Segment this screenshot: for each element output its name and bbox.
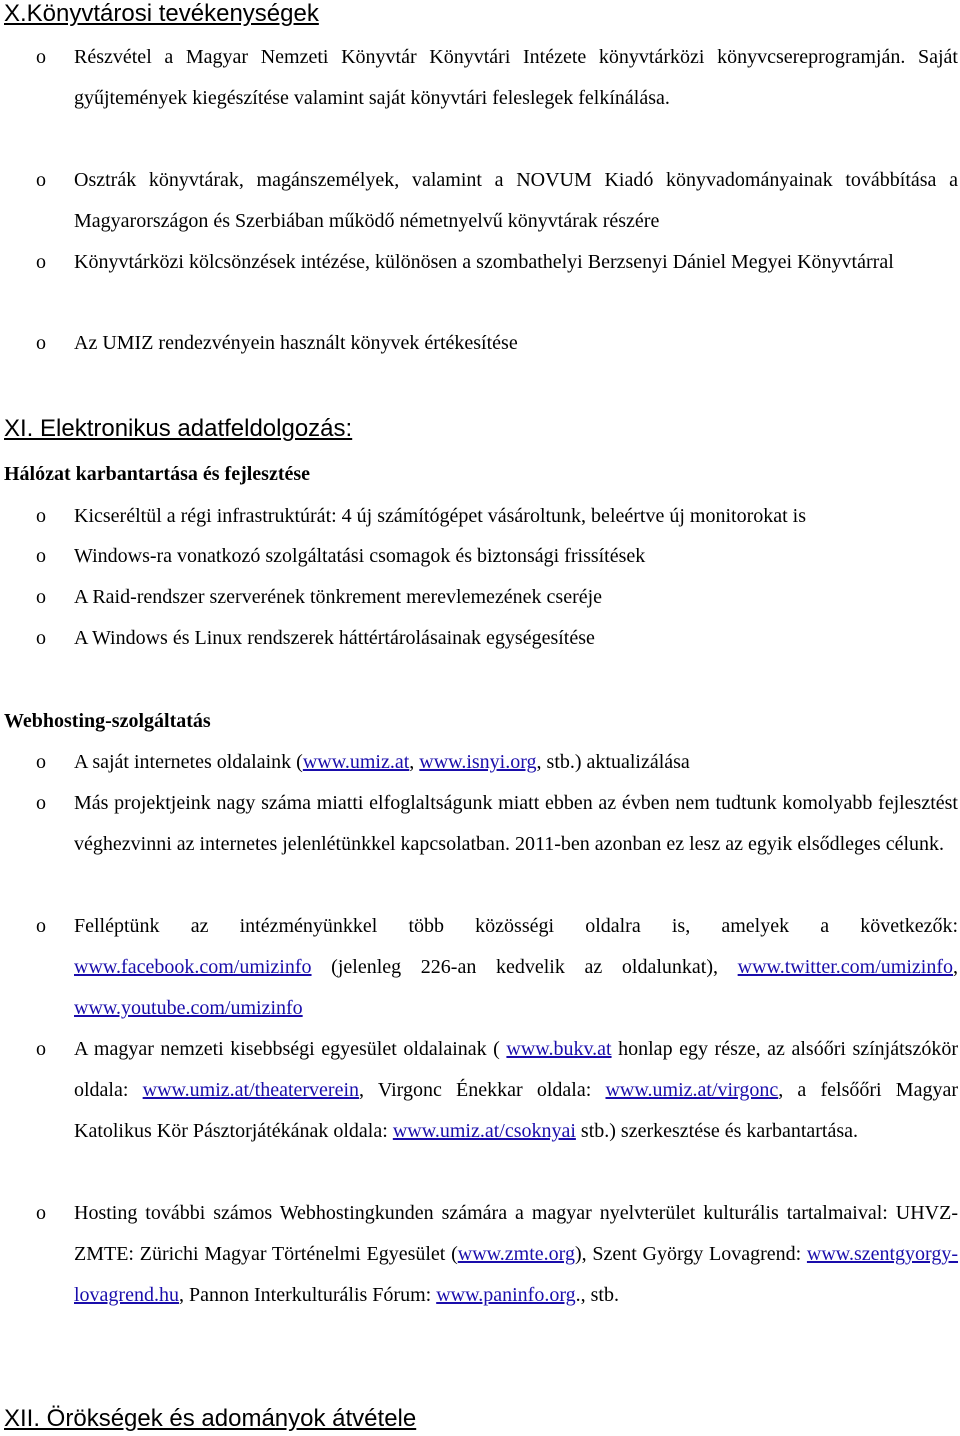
bullet: o (36, 627, 46, 649)
text-segment: A saját internetes oldalaink ( (74, 751, 303, 773)
text-segment: , (409, 751, 420, 773)
item-text: A Raid-rendszer szerverének tönkrement merevlemezének cseréje (74, 586, 603, 608)
link-umiz[interactable]: www.umiz.at (302, 751, 410, 773)
link-paninfo[interactable]: www.paninfo.org (436, 1284, 576, 1306)
link-isnyi[interactable]: www.isnyi.org (419, 751, 537, 773)
bullet: o (36, 169, 46, 191)
item-text: Az UMIZ rendezvényein használt könyvek értékesítése (74, 332, 518, 354)
bullet: o (36, 751, 46, 773)
text-segment: honlap egy része, az alsóőri színjátszókör oldala: (74, 1038, 958, 1101)
bullet: o (36, 1038, 46, 1060)
text-segment: Hosting további számos Webhostingkunden számára a magyar nyelvterület kulturális tartalmaival: UHVZ-ZMTE: Zürichi Magyar Történelmi Egyesület ( (74, 1202, 958, 1265)
link-theaterverein[interactable]: www.umiz.at/theaterverein (142, 1079, 360, 1101)
bullet: o (36, 545, 46, 567)
link-youtube[interactable]: www.youtube.com/umizinfo (74, 997, 303, 1019)
bullet: o (36, 46, 46, 68)
bullet: o (36, 332, 46, 354)
text-segment: ), Szent György Lovagrend: (574, 1243, 807, 1265)
text-segment: ., stb. (575, 1284, 619, 1306)
section-10-title: X.Könyvtárosi tevékenységek (4, 0, 319, 27)
section-11-title: XI. Elektronikus adatfeldolgozás: (4, 415, 353, 442)
text-segment: stb.) szerkesztése és karbantartása. (575, 1120, 859, 1142)
item-text: Részvétel a Magyar Nemzeti Könyvtár Könyvtári Intézete könyvtárközi könyvcsereprogramján. Saját gyűjtemények kiegészítése valamint saját könyvtári feleslegek felkínálása. (74, 46, 958, 109)
text-segment: , a felsőőri Magyar Katolikus Kör Pásztorjátékának oldala: (74, 1079, 958, 1142)
bullet: o (36, 1202, 46, 1224)
link-facebook[interactable]: www.facebook.com/umizinfo (74, 956, 312, 978)
webhosting-subtitle: Webhosting-szolgáltatás (4, 710, 211, 732)
item-text: Más projektjeink nagy száma miatti elfoglaltságunk miatt ebben az évben nem tudtunk komolyabb fejlesztést véghezvinni az internetes jelenlétünkkel kapcsolatban. 2011-ben azonban ez lesz az egyik elsődleges célunk. (74, 792, 958, 855)
link-szentgyorgy[interactable]: www.szentgyorgy-lovagrend.hu (74, 1243, 959, 1306)
link-zmte[interactable]: www.zmte.org (457, 1243, 575, 1265)
text-segment: , (953, 956, 958, 978)
item-text: Kicseréltül a régi infrastruktúrát: 4 új számítógépet vásároltunk, beleértve új monitorokat is (74, 505, 807, 527)
link-virgonc[interactable]: www.umiz.at/virgonc (605, 1079, 779, 1101)
text-segment: (jelenleg 226-an kedvelik az oldalunkat), (311, 956, 738, 978)
bullet: o (36, 792, 46, 814)
link-twitter[interactable]: www.twitter.com/umizinfo (737, 956, 953, 978)
text-segment: , Virgonc Énekkar oldala: (359, 1079, 606, 1101)
item-text: Windows-ra vonatkozó szolgáltatási csomagok és biztonsági frissítések (74, 545, 646, 567)
text-segment: A magyar nemzeti kisebbségi egyesület oldalainak ( (74, 1038, 507, 1060)
link-bukv[interactable]: www.bukv.at (506, 1038, 612, 1060)
text-segment: , Pannon Interkulturális Fórum: (178, 1284, 437, 1306)
item-text (74, 906, 958, 1029)
item-text: Osztrák könyvtárak, magánszemélyek, valamint a NOVUM Kiadó könyvadományainak továbbítása a Magyarországon és Szerbiában működő németnyelvű könyvtárak részére (74, 169, 958, 232)
item-text: Könyvtárközi kölcsönzések intézése, különösen a szombathelyi Berzsenyi Dániel Megyei Könyvtárral (74, 251, 894, 273)
section-12-title: XII. Örökségek és adományok átvétele (4, 1405, 417, 1432)
item-text (74, 1029, 958, 1152)
bullet: o (36, 251, 46, 273)
text-segment: Felléptünk az intézményünkkel több közösségi oldalra is, amelyek a következők: (74, 915, 958, 937)
item-text (74, 742, 958, 783)
item-text (74, 1193, 958, 1316)
link-csoknyai[interactable]: www.umiz.at/csoknyai (392, 1120, 576, 1142)
text-segment: , stb.) aktualizálása (536, 751, 690, 773)
bullet: o (36, 915, 46, 937)
bullet: o (36, 505, 46, 527)
bullet: o (36, 586, 46, 608)
item-text: A Windows és Linux rendszerek háttértárolásainak egységesítése (74, 627, 595, 649)
network-subtitle: Hálózat karbantartása és fejlesztése (4, 463, 311, 485)
